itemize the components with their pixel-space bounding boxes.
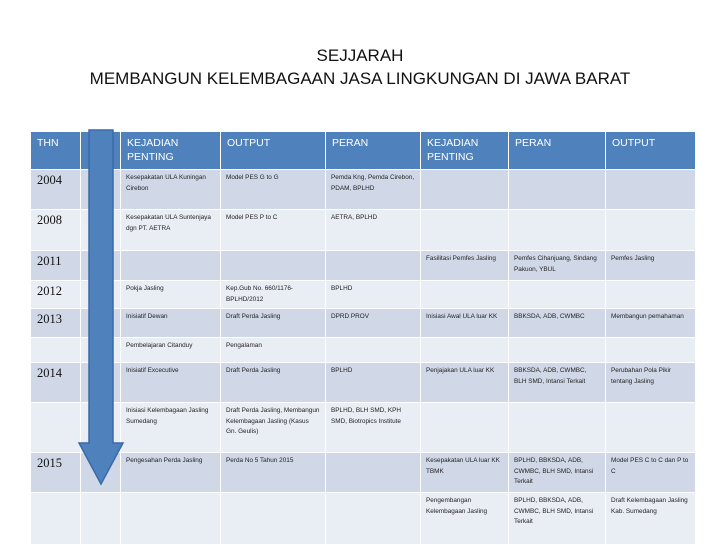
table-cell xyxy=(326,453,421,493)
year-cell: 2004 xyxy=(31,170,81,210)
table-cell xyxy=(326,338,421,363)
table-cell xyxy=(221,251,326,281)
year-cell xyxy=(31,493,81,545)
table-cell xyxy=(509,210,606,251)
table-cell xyxy=(121,493,221,545)
table-cell: Pengesahan Perda Jasling xyxy=(121,453,221,493)
table-cell: Kesepakatan ULA Kuningan Cirebon xyxy=(121,170,221,210)
table-cell: Kesepakatan ULA luar KK TBMK xyxy=(421,453,509,493)
table-cell: Kep.Gub No. 660/1176-BPLHD/2012 xyxy=(221,281,326,309)
table-row xyxy=(31,453,696,493)
table-row xyxy=(31,170,696,210)
title-line-2: MEMBANGUN KELEMBAGAAN JASA LINGKUNGAN DI JAWA BARAT xyxy=(89,69,631,88)
table-cell: AETRA, BPLHD xyxy=(326,210,421,251)
table-row xyxy=(31,210,696,251)
table-row xyxy=(31,251,696,281)
table-cell xyxy=(421,338,509,363)
table-cell xyxy=(606,338,696,363)
table-cell xyxy=(421,281,509,309)
table-cell: Penjajakan ULA luar KK xyxy=(421,363,509,403)
table-cell xyxy=(606,281,696,309)
header-output-1: OUTPUT xyxy=(221,132,326,170)
table-cell: Draft Perda Jasling xyxy=(221,363,326,403)
table-cell: Draft Kelembagaan Jasling Kab. Sumedang xyxy=(606,493,696,545)
table-cell xyxy=(509,403,606,453)
table-row xyxy=(31,493,696,545)
table-cell: BBKSDA, ADB, CWMBC, BLH SMD, Intansi Terkait xyxy=(509,363,606,403)
table-cell: Model PES C to C dan P to C xyxy=(606,453,696,493)
table-cell: Kesepakatan ULA Suntenjaya dgn PT. AETRA xyxy=(121,210,221,251)
page-title xyxy=(0,44,720,90)
table-cell: Inisiasi Kelembagaan Jasling Sumedang xyxy=(121,403,221,453)
table-cell: Pokja Jasling xyxy=(121,281,221,309)
table-cell: Inisiasi Awal ULA luar KK xyxy=(421,309,509,338)
header-output-2: OUTPUT xyxy=(606,132,696,170)
table-cell: Inisiatif Dewan xyxy=(121,309,221,338)
table-cell xyxy=(421,403,509,453)
table-cell xyxy=(421,210,509,251)
table-cell xyxy=(509,338,606,363)
year-cell: 2008 xyxy=(31,210,81,251)
header-kejadian-penting-1: KEJADIAN PENTING xyxy=(121,132,221,170)
table-cell: Model PES P to C xyxy=(221,210,326,251)
table-cell: Pengembangan Kelembagaan Jasling xyxy=(421,493,509,545)
table-cell xyxy=(421,170,509,210)
header-kejadian-penting-2: KEJADIAN PENTING xyxy=(421,132,509,170)
header-thn: THN xyxy=(31,132,81,170)
table-cell: BBKSDA, ADB, CWMBC xyxy=(509,309,606,338)
table-cell: BPLHD, BBKSDA, ADB, CWMBC, BLH SMD, Intansi Terkait xyxy=(509,453,606,493)
table-cell: Draft Perda Jasling, Membangun Kelembagaan Jasling (Kasus Gn. Geulis) xyxy=(221,403,326,453)
table-cell: Pemfes Jasling xyxy=(606,251,696,281)
table-cell xyxy=(121,251,221,281)
down-arrow-shape xyxy=(79,130,123,484)
year-cell: 2015 xyxy=(31,453,81,493)
year-cell: 2014 xyxy=(31,363,81,403)
table-cell xyxy=(606,403,696,453)
arrow-cell xyxy=(81,493,121,545)
table-row xyxy=(31,403,696,453)
year-cell: 2011 xyxy=(31,251,81,281)
year-cell: 2012 xyxy=(31,281,81,309)
table-cell: BPLHD, BBKSDA, ADB, CWMBC, BLH SMD, Intansi Terkait xyxy=(509,493,606,545)
year-cell xyxy=(31,403,81,453)
table-cell: BPLHD xyxy=(326,281,421,309)
header-peran-1: PERAN xyxy=(326,132,421,170)
table-cell xyxy=(509,170,606,210)
table-row xyxy=(31,309,696,338)
table-cell xyxy=(606,170,696,210)
table-header-row xyxy=(31,132,696,170)
table-cell: Pemda Kng, Pemda Cirebon, PDAM, BPLHD xyxy=(326,170,421,210)
table-cell xyxy=(606,210,696,251)
table-cell: Draft Perda Jasling xyxy=(221,309,326,338)
table-cell xyxy=(509,281,606,309)
table-cell: Inisiatif Excecutive xyxy=(121,363,221,403)
table-cell: BPLHD xyxy=(326,363,421,403)
table-cell: BPLHD, BLH SMD, KPH SMD, Biotropics Institute xyxy=(326,403,421,453)
table-cell: Membangun pemahaman xyxy=(606,309,696,338)
table-cell: Perda No 5 Tahun 2015 xyxy=(221,453,326,493)
table-cell xyxy=(326,251,421,281)
table-row xyxy=(31,363,696,403)
table-cell: Model PES G to G xyxy=(221,170,326,210)
table-cell: Pembelajaran Citanduy xyxy=(121,338,221,363)
table-cell: Fasilitasi Pemfes Jasling xyxy=(421,251,509,281)
title-line-1: SEJJARAH xyxy=(316,46,404,65)
down-arrow-icon xyxy=(76,127,126,487)
table-cell: DPRD PROV xyxy=(326,309,421,338)
year-cell xyxy=(31,338,81,363)
table-row xyxy=(31,281,696,309)
table-cell: Pemfes Cihanjuang, Sindang Pakuon, YBUL xyxy=(509,251,606,281)
table-cell: Pengalaman xyxy=(221,338,326,363)
table-cell: Perubahan Pola Pikir tentang Jasling xyxy=(606,363,696,403)
header-peran-2: PERAN xyxy=(509,132,606,170)
table-cell xyxy=(326,493,421,545)
year-cell: 2013 xyxy=(31,309,81,338)
history-table xyxy=(30,131,696,545)
table-row xyxy=(31,338,696,363)
table-cell xyxy=(221,493,326,545)
